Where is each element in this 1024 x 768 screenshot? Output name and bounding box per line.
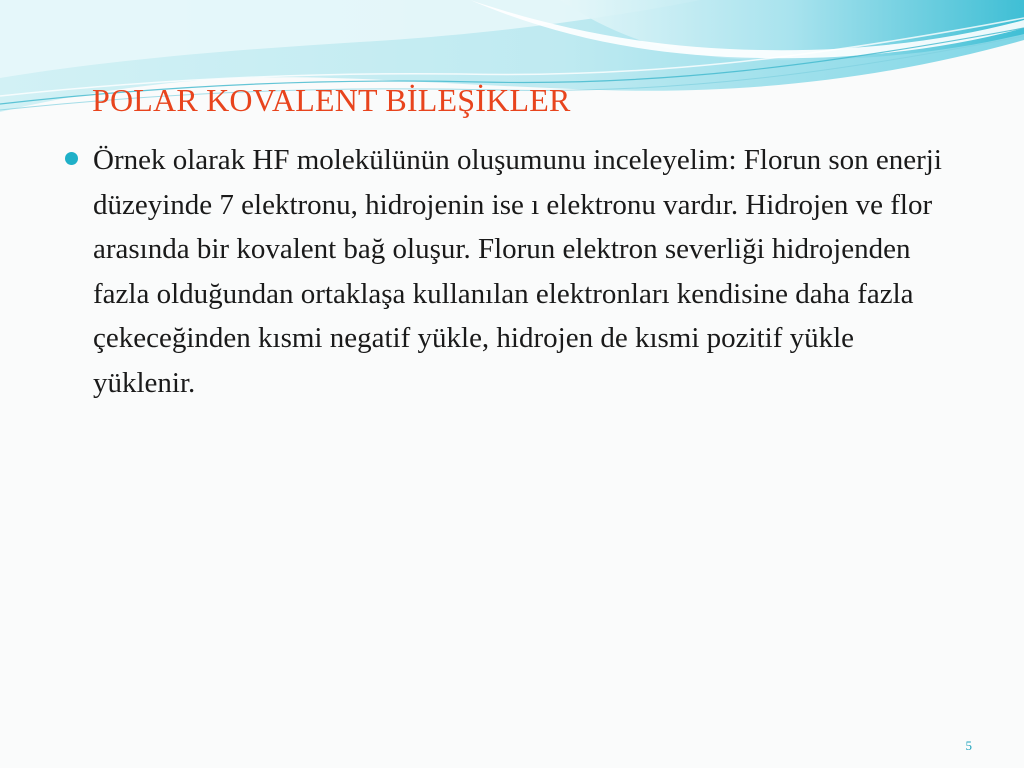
bullet-dot-icon: [65, 152, 78, 165]
bullet-list: [62, 138, 942, 405]
bullet-item: [62, 138, 942, 405]
slide-number: 5: [965, 738, 972, 753]
bullet-text: Örnek olarak HF molekülünün oluşumunu inceleyelim: Florun son enerji düzeyinde 7 elektronu, hidrojenin ise ı elektronu vardır. Hidrojen ve flor arasında bir kovalent bağ oluşur. Florun elektron severliği hidrojenden fazla olduğundan ortaklaşa kullanılan elektronları kendisine daha fazla çekeceğinden kısmi negatif yükle, hidrojen de kısmi pozitif yükle yüklenir.: [93, 144, 942, 399]
slide-title: POLAR KOVALENT BİLEŞİKLER: [92, 82, 571, 118]
